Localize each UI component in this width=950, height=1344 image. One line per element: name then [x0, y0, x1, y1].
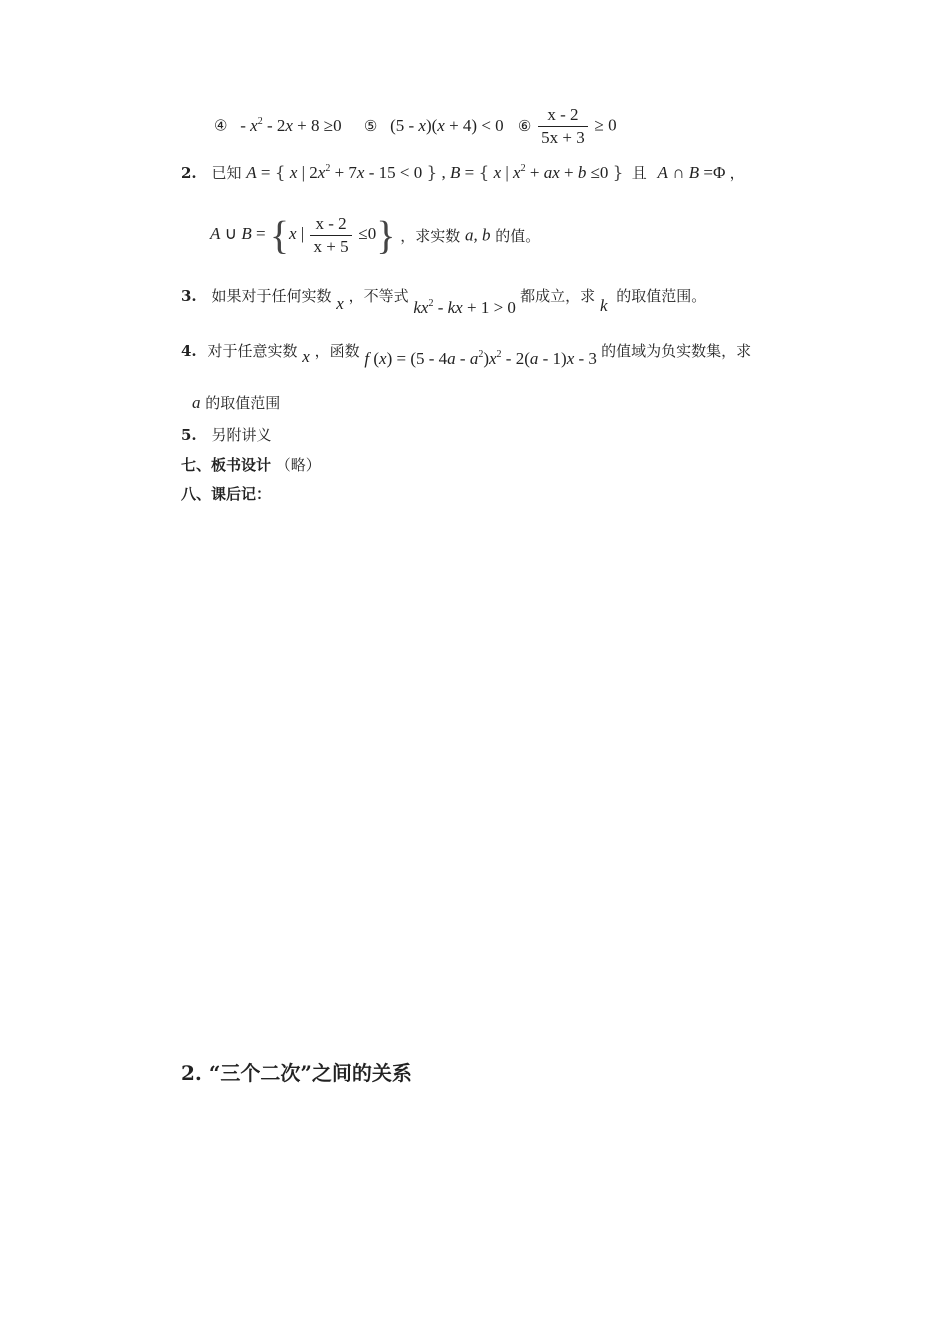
problem2-set-b: , B = { x | $x^2$ + ax + b ≤0 } — [441, 163, 624, 183]
section7-title: 七、板书设计 — [181, 456, 272, 474]
problem3-var-x: x — [336, 294, 344, 313]
problem4-text2: ，函数 — [314, 342, 360, 360]
problem2-union: A ∪ B = {x | — [210, 213, 309, 258]
problem1-items-line — [214, 104, 617, 149]
problem3-inequality: $kx^2$ - kx + 1 > 0 — [413, 298, 521, 317]
union-denominator: x + 5 — [310, 235, 351, 258]
problem2-text-known: 已知 — [211, 164, 242, 182]
problem2-ask: ，求实数 — [400, 226, 461, 245]
section8-title: 八、课后记： — [181, 485, 272, 503]
item6-rhs: ≥ 0 — [594, 115, 617, 135]
page2-heading: 2. “三个二次”之间的关系 — [181, 1061, 412, 1085]
problem2-comma: ， — [729, 164, 745, 182]
problem2-union-rhs: ≤0} — [358, 213, 396, 258]
problem3-text1: 如果对于任何实数 — [211, 287, 332, 305]
problem2-number: 2. — [181, 164, 197, 182]
problem4-text4: 的取值范围 — [205, 394, 281, 412]
problem2-intersection: A ∩ B =Φ — [657, 163, 730, 182]
problem5-line — [181, 424, 271, 445]
problem3-line — [181, 285, 707, 317]
item5-marker: ⑤ — [363, 116, 378, 135]
problem4-text3: 的值域为负实数集，求 — [601, 342, 752, 360]
problem3-text2: ，不等式 — [348, 287, 409, 305]
problem2-line2 — [210, 212, 540, 259]
problem2-line1 — [181, 162, 745, 183]
section7-line — [181, 454, 321, 475]
problem3-var-k: k — [599, 296, 608, 315]
problem2-text-and: 且 — [631, 164, 647, 182]
problem4-var-x: x — [302, 347, 310, 366]
item4-expression: - $x^2 - 2x + 8 \ge 0$ — [240, 115, 346, 135]
problem4-var-a: a — [192, 393, 201, 412]
problem5-number: 5. — [181, 426, 197, 444]
problem4-number: 4. — [181, 342, 197, 360]
problem4-line2 — [192, 392, 280, 413]
problem2-ask-end: 的值。 — [495, 226, 541, 245]
item6-marker: ⑥ — [517, 116, 532, 135]
problem2-set-a: A = { x | $2x^2 + 7x - 15 < 0$ } — [246, 163, 438, 183]
problem2-union-fraction — [310, 213, 351, 258]
problem5-text: 另附讲义 — [211, 426, 272, 444]
item5-expression: (5 - x)(x + 4) < 0 — [390, 115, 508, 135]
union-numerator: x - 2 — [315, 213, 347, 233]
problem3-number: 3. — [181, 287, 197, 305]
item6-fraction — [538, 104, 588, 149]
item4-marker: ④ — [214, 116, 228, 135]
problem2-vars: a, b — [464, 225, 491, 245]
section8-line — [181, 483, 271, 504]
item6-denominator: 5x + 3 — [538, 126, 588, 149]
problem3-text3: 都成立，求 — [520, 287, 596, 305]
item6-numerator: x - 2 — [547, 105, 579, 124]
section7-note: （略） — [275, 456, 321, 474]
problem4-line1 — [181, 340, 752, 368]
problem3-text4: 的取值范围。 — [616, 287, 707, 305]
problem4-text1: 对于任意实数 — [207, 342, 298, 360]
problem4-function: f $(x) = (5 - 4a - a^2)x^2 - 2(a - 1)x - 3$ — [364, 349, 602, 368]
